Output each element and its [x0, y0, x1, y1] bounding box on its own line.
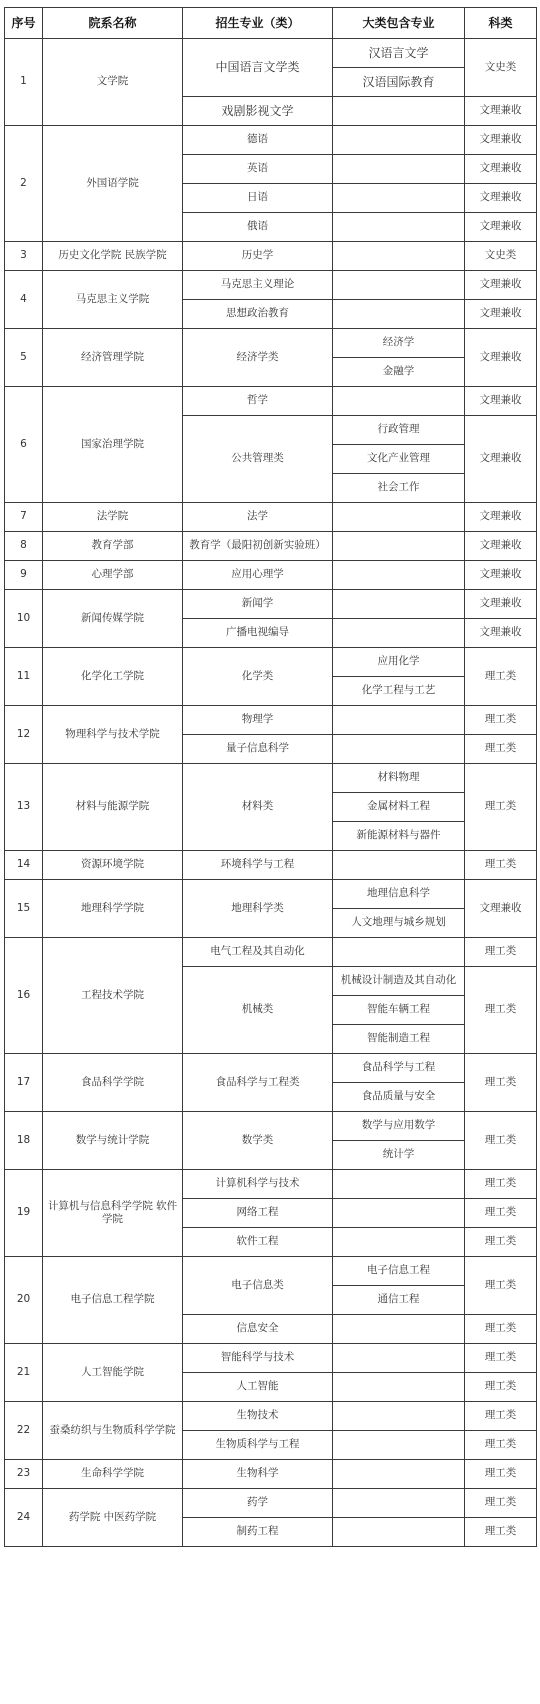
school-name-cell: 马克思主义学院 [43, 271, 183, 329]
included-major-cell: 社会工作 [333, 474, 465, 503]
enrollment-major-cell: 哲学 [183, 387, 333, 416]
subject-category-cell: 理工类 [465, 1199, 537, 1228]
included-major-cell: 材料物理 [333, 764, 465, 793]
included-major-cell: 食品质量与安全 [333, 1083, 465, 1112]
subject-category-cell: 理工类 [465, 967, 537, 1054]
enrollment-major-cell: 数学类 [183, 1112, 333, 1170]
serial-number-cell: 24 [5, 1489, 43, 1547]
subject-category-cell: 理工类 [465, 1431, 537, 1460]
admission-table-container [4, 7, 536, 1547]
included-major-cell [333, 561, 465, 590]
enrollment-major-cell: 思想政治教育 [183, 300, 333, 329]
header-subject-category: 科类 [465, 8, 537, 39]
table-row [5, 764, 537, 793]
enrollment-major-cell: 应用心理学 [183, 561, 333, 590]
serial-number-cell: 8 [5, 532, 43, 561]
included-major-cell [333, 619, 465, 648]
included-major-cell: 地理信息科学 [333, 880, 465, 909]
school-name-cell: 化学化工学院 [43, 648, 183, 706]
table-row [5, 329, 537, 358]
school-name-cell: 蚕桑纺织与生物质科学学院 [43, 1402, 183, 1460]
serial-number-cell: 17 [5, 1054, 43, 1112]
subject-category-cell: 理工类 [465, 1257, 537, 1315]
subject-category-cell: 文理兼收 [465, 97, 537, 126]
subject-category-cell: 文理兼收 [465, 271, 537, 300]
included-major-cell: 食品科学与工程 [333, 1054, 465, 1083]
included-major-cell [333, 1170, 465, 1199]
serial-number-cell: 22 [5, 1402, 43, 1460]
enrollment-major-cell: 制药工程 [183, 1518, 333, 1547]
table-row [5, 39, 537, 68]
included-major-cell [333, 184, 465, 213]
serial-number-cell: 4 [5, 271, 43, 329]
enrollment-major-cell: 法学 [183, 503, 333, 532]
serial-number-cell: 16 [5, 938, 43, 1054]
serial-number-cell: 14 [5, 851, 43, 880]
serial-number-cell: 13 [5, 764, 43, 851]
enrollment-major-cell: 戏剧影视文学 [183, 97, 333, 126]
included-major-cell [333, 1431, 465, 1460]
enrollment-major-cell: 软件工程 [183, 1228, 333, 1257]
subject-category-cell: 文理兼收 [465, 590, 537, 619]
table-row [5, 126, 537, 155]
enrollment-major-cell: 生物技术 [183, 1402, 333, 1431]
header-serial-number: 序号 [5, 8, 43, 39]
enrollment-major-cell: 电气工程及其自动化 [183, 938, 333, 967]
school-name-cell: 国家治理学院 [43, 387, 183, 503]
subject-category-cell: 理工类 [465, 1344, 537, 1373]
enrollment-major-cell: 人工智能 [183, 1373, 333, 1402]
table-header-row [5, 8, 537, 39]
enrollment-major-cell: 新闻学 [183, 590, 333, 619]
included-major-cell: 化学工程与工艺 [333, 677, 465, 706]
included-major-cell [333, 126, 465, 155]
table-row [5, 1344, 537, 1373]
table-row [5, 1489, 537, 1518]
included-major-cell: 经济学 [333, 329, 465, 358]
school-name-cell: 材料与能源学院 [43, 764, 183, 851]
school-name-cell: 文学院 [43, 39, 183, 126]
included-major-cell: 行政管理 [333, 416, 465, 445]
enrollment-major-cell: 计算机科学与技术 [183, 1170, 333, 1199]
serial-number-cell: 1 [5, 39, 43, 126]
enrollment-major-cell: 食品科学与工程类 [183, 1054, 333, 1112]
enrollment-major-cell: 教育学（最阳初创新实验班） [183, 532, 333, 561]
enrollment-major-cell: 化学类 [183, 648, 333, 706]
included-major-cell [333, 532, 465, 561]
included-major-cell [333, 155, 465, 184]
subject-category-cell: 理工类 [465, 648, 537, 706]
included-major-cell: 电子信息工程 [333, 1257, 465, 1286]
enrollment-major-cell: 材料类 [183, 764, 333, 851]
subject-category-cell: 理工类 [465, 1402, 537, 1431]
enrollment-major-cell: 药学 [183, 1489, 333, 1518]
enrollment-major-cell: 英语 [183, 155, 333, 184]
table-row [5, 561, 537, 590]
included-major-cell [333, 1489, 465, 1518]
enrollment-major-cell: 中国语言文学类 [183, 39, 333, 97]
table-row [5, 1054, 537, 1083]
enrollment-major-cell: 物理学 [183, 706, 333, 735]
enrollment-major-cell: 机械类 [183, 967, 333, 1054]
table-row [5, 938, 537, 967]
subject-category-cell: 文理兼收 [465, 329, 537, 387]
included-major-cell: 统计学 [333, 1141, 465, 1170]
subject-category-cell: 理工类 [465, 938, 537, 967]
included-major-cell: 人文地理与城乡规划 [333, 909, 465, 938]
school-name-cell: 资源环境学院 [43, 851, 183, 880]
included-major-cell [333, 503, 465, 532]
serial-number-cell: 19 [5, 1170, 43, 1257]
subject-category-cell: 文理兼收 [465, 532, 537, 561]
included-major-cell: 汉语国际教育 [333, 68, 465, 97]
serial-number-cell: 10 [5, 590, 43, 648]
subject-category-cell: 文理兼收 [465, 619, 537, 648]
included-major-cell: 智能制造工程 [333, 1025, 465, 1054]
table-row [5, 1112, 537, 1141]
included-major-cell [333, 1518, 465, 1547]
included-major-cell [333, 1460, 465, 1489]
subject-category-cell: 文史类 [465, 39, 537, 97]
included-major-cell: 通信工程 [333, 1286, 465, 1315]
subject-category-cell: 理工类 [465, 1518, 537, 1547]
included-major-cell [333, 1402, 465, 1431]
school-name-cell: 计算机与信息科学学院 软件学院 [43, 1170, 183, 1257]
included-major-cell: 机械设计制造及其自动化 [333, 967, 465, 996]
school-name-cell: 法学院 [43, 503, 183, 532]
enrollment-major-cell: 德语 [183, 126, 333, 155]
included-major-cell [333, 1228, 465, 1257]
subject-category-cell: 理工类 [465, 706, 537, 735]
included-major-cell [333, 706, 465, 735]
subject-category-cell: 文理兼收 [465, 416, 537, 503]
subject-category-cell: 理工类 [465, 1054, 537, 1112]
included-major-cell: 应用化学 [333, 648, 465, 677]
school-name-cell: 物理科学与技术学院 [43, 706, 183, 764]
subject-category-cell: 文史类 [465, 242, 537, 271]
admission-majors-table [4, 7, 537, 1547]
subject-category-cell: 理工类 [465, 1112, 537, 1170]
included-major-cell [333, 97, 465, 126]
table-row [5, 648, 537, 677]
subject-category-cell: 文理兼收 [465, 503, 537, 532]
subject-category-cell: 理工类 [465, 764, 537, 851]
serial-number-cell: 3 [5, 242, 43, 271]
serial-number-cell: 11 [5, 648, 43, 706]
table-row [5, 1402, 537, 1431]
included-major-cell [333, 1315, 465, 1344]
table-row [5, 387, 537, 416]
table-row [5, 706, 537, 735]
subject-category-cell: 理工类 [465, 1315, 537, 1344]
subject-category-cell: 理工类 [465, 1170, 537, 1199]
subject-category-cell: 文理兼收 [465, 561, 537, 590]
serial-number-cell: 21 [5, 1344, 43, 1402]
subject-category-cell: 文理兼收 [465, 155, 537, 184]
serial-number-cell: 6 [5, 387, 43, 503]
serial-number-cell: 23 [5, 1460, 43, 1489]
school-name-cell: 人工智能学院 [43, 1344, 183, 1402]
included-major-cell: 金融学 [333, 358, 465, 387]
table-row [5, 880, 537, 909]
subject-category-cell: 理工类 [465, 1460, 537, 1489]
enrollment-major-cell: 历史学 [183, 242, 333, 271]
subject-category-cell: 理工类 [465, 1373, 537, 1402]
table-row [5, 503, 537, 532]
included-major-cell [333, 851, 465, 880]
table-row [5, 1257, 537, 1286]
table-row [5, 242, 537, 271]
included-major-cell: 智能车辆工程 [333, 996, 465, 1025]
enrollment-major-cell: 信息安全 [183, 1315, 333, 1344]
table-row [5, 590, 537, 619]
subject-category-cell: 文理兼收 [465, 126, 537, 155]
table-row [5, 851, 537, 880]
enrollment-major-cell: 马克思主义理论 [183, 271, 333, 300]
enrollment-major-cell: 公共管理类 [183, 416, 333, 503]
included-major-cell: 文化产业管理 [333, 445, 465, 474]
included-major-cell: 数学与应用数学 [333, 1112, 465, 1141]
serial-number-cell: 20 [5, 1257, 43, 1344]
school-name-cell: 历史文化学院 民族学院 [43, 242, 183, 271]
table-row [5, 1460, 537, 1489]
included-major-cell [333, 1373, 465, 1402]
school-name-cell: 食品科学学院 [43, 1054, 183, 1112]
school-name-cell: 心理学部 [43, 561, 183, 590]
table-row [5, 532, 537, 561]
subject-category-cell: 理工类 [465, 735, 537, 764]
included-major-cell [333, 1344, 465, 1373]
included-major-cell [333, 271, 465, 300]
serial-number-cell: 5 [5, 329, 43, 387]
included-major-cell [333, 590, 465, 619]
serial-number-cell: 12 [5, 706, 43, 764]
school-name-cell: 工程技术学院 [43, 938, 183, 1054]
included-major-cell [333, 242, 465, 271]
subject-category-cell: 文理兼收 [465, 300, 537, 329]
serial-number-cell: 18 [5, 1112, 43, 1170]
enrollment-major-cell: 生物质科学与工程 [183, 1431, 333, 1460]
school-name-cell: 生命科学学院 [43, 1460, 183, 1489]
serial-number-cell: 2 [5, 126, 43, 242]
enrollment-major-cell: 量子信息科学 [183, 735, 333, 764]
enrollment-major-cell: 网络工程 [183, 1199, 333, 1228]
enrollment-major-cell: 电子信息类 [183, 1257, 333, 1315]
school-name-cell: 教育学部 [43, 532, 183, 561]
subject-category-cell: 理工类 [465, 1228, 537, 1257]
school-name-cell: 外国语学院 [43, 126, 183, 242]
school-name-cell: 地理科学学院 [43, 880, 183, 938]
enrollment-major-cell: 日语 [183, 184, 333, 213]
subject-category-cell: 理工类 [465, 851, 537, 880]
subject-category-cell: 文理兼收 [465, 184, 537, 213]
serial-number-cell: 9 [5, 561, 43, 590]
included-major-cell: 汉语言文学 [333, 39, 465, 68]
enrollment-major-cell: 经济学类 [183, 329, 333, 387]
subject-category-cell: 文理兼收 [465, 387, 537, 416]
school-name-cell: 经济管理学院 [43, 329, 183, 387]
enrollment-major-cell: 生物科学 [183, 1460, 333, 1489]
enrollment-major-cell: 环境科学与工程 [183, 851, 333, 880]
school-name-cell: 药学院 中医药学院 [43, 1489, 183, 1547]
school-name-cell: 电子信息工程学院 [43, 1257, 183, 1344]
included-major-cell [333, 387, 465, 416]
table-row [5, 271, 537, 300]
included-major-cell: 金属材料工程 [333, 793, 465, 822]
enrollment-major-cell: 智能科学与技术 [183, 1344, 333, 1373]
table-row [5, 1170, 537, 1199]
included-major-cell [333, 300, 465, 329]
table-body [5, 39, 537, 1547]
header-included-majors: 大类包含专业 [333, 8, 465, 39]
included-major-cell [333, 938, 465, 967]
subject-category-cell: 理工类 [465, 1489, 537, 1518]
header-enrollment-major: 招生专业（类） [183, 8, 333, 39]
enrollment-major-cell: 俄语 [183, 213, 333, 242]
serial-number-cell: 15 [5, 880, 43, 938]
header-school-name: 院系名称 [43, 8, 183, 39]
included-major-cell [333, 1199, 465, 1228]
school-name-cell: 新闻传媒学院 [43, 590, 183, 648]
included-major-cell: 新能源材料与器件 [333, 822, 465, 851]
subject-category-cell: 文理兼收 [465, 213, 537, 242]
included-major-cell [333, 213, 465, 242]
school-name-cell: 数学与统计学院 [43, 1112, 183, 1170]
enrollment-major-cell: 地理科学类 [183, 880, 333, 938]
included-major-cell [333, 735, 465, 764]
serial-number-cell: 7 [5, 503, 43, 532]
subject-category-cell: 文理兼收 [465, 880, 537, 938]
enrollment-major-cell: 广播电视编导 [183, 619, 333, 648]
